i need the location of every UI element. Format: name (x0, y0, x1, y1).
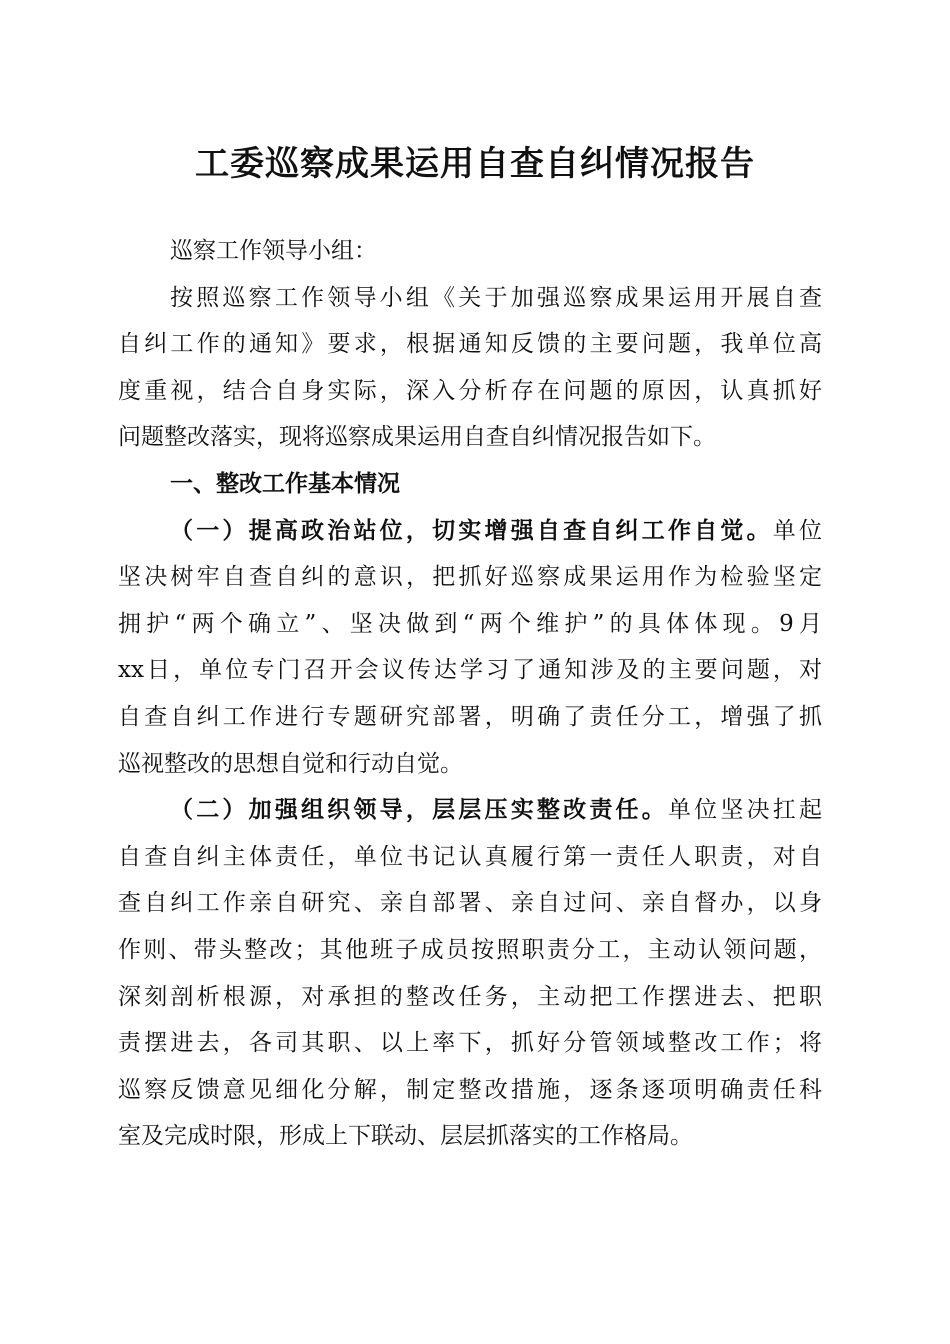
text-line: xx日，单位专门召开会议传达学习了通知涉及的主要问题，对 (118, 657, 822, 684)
paragraph-1 (118, 508, 822, 788)
text-line: 自查自纠主体责任，单位书记认真履行第一责任人职责，对自 (118, 843, 822, 870)
text-line: 巡察反馈意见细化分解，制定整改措施，逐条逐项明确责任科 (118, 1076, 822, 1103)
text-line: 深刻剖析根源，对承担的整改任务，主动把工作摆进去、把职 (118, 983, 822, 1010)
text-line: 查自纠工作亲自研究、亲自部署、亲自过问、亲自督办，以身 (118, 890, 822, 917)
text-line: 按照巡察工作领导小组《关于加强巡察成果运用开展自查 (170, 284, 822, 311)
subheading: （一）提高政治站位，切实增强自查自纠工作自觉。 (170, 516, 773, 544)
document-title: 工委巡察成果运用自查自纠情况报告 (195, 144, 755, 184)
text-span: 单位 (772, 517, 823, 544)
text-line: 坚决树牢自查自纠的意识，把抓好巡察成果运用作为检验坚定 (118, 564, 822, 591)
text-line: 作则、带头整改；其他班子成员按照职责分工，主动认领问题， (118, 936, 822, 963)
text-line: 自纠工作的通知》要求，根据通知反馈的主要问题，我单位高 (118, 331, 822, 358)
text-span: 单位坚决扛起 (667, 797, 823, 824)
text-line: 责摆进去，各司其职、以上率下，抓好分管领域整改工作；将 (118, 1030, 822, 1057)
text-line: 室及完成时限，形成上下联动、层层抓落实的工作格局。 (118, 1123, 693, 1150)
section-heading: 一、整改工作基本情况 (170, 470, 400, 497)
text-line: 度重视，结合自身实际，深入分析存在问题的原因，认真抓好 (118, 377, 822, 404)
intro-paragraph (118, 275, 822, 461)
text-line (118, 787, 822, 834)
paragraph-2 (118, 787, 822, 1160)
document-body (118, 228, 822, 1160)
salutation: 巡察工作领导小组： (170, 238, 377, 264)
text-line: 问题整改落实，现将巡察成果运用自查自纠情况报告如下。 (118, 424, 716, 451)
text-line: 巡视整改的思想自觉和行动自觉。 (118, 750, 463, 777)
text-line (118, 508, 822, 555)
text-line: 拥护“两个确立”、坚决做到“两个维护”的具体体现。9月 (118, 610, 822, 637)
text-line: 自查自纠工作进行专题研究部署，明确了责任分工，增强了抓 (118, 703, 822, 730)
subheading: （二）加强组织领导，层层压实整改责任。 (170, 796, 668, 824)
